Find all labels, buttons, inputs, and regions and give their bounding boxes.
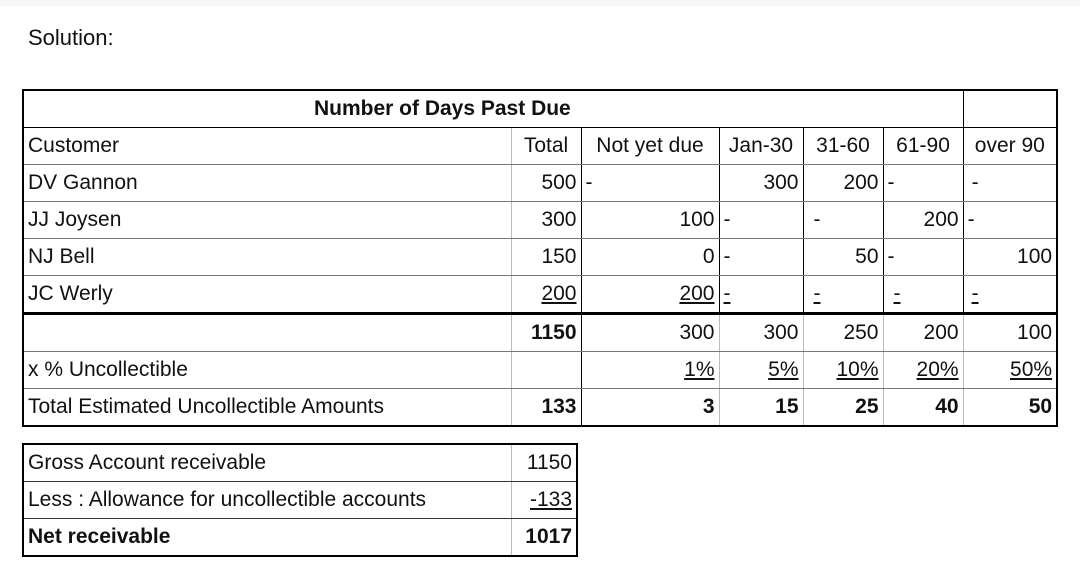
over-90-cell: - xyxy=(963,165,1057,202)
d1-30-cell: - xyxy=(719,276,803,314)
d61-90-total: 200 xyxy=(883,314,963,352)
grand-total-cell: 1150 xyxy=(511,314,581,352)
percentage-label: x % Uncollectible xyxy=(23,352,511,389)
d61-90-cell: - xyxy=(883,239,963,276)
d31-60-total: 250 xyxy=(803,314,883,352)
net-receivable-label: Net receivable xyxy=(23,519,511,557)
table-row xyxy=(23,165,1057,202)
net-receivable-value: 1017 xyxy=(511,519,577,557)
customer-name: DV Gannon xyxy=(23,165,511,202)
table-row xyxy=(23,239,1057,276)
header-customer: Customer xyxy=(23,128,511,165)
aging-table xyxy=(22,89,1058,427)
d1-30-total: 300 xyxy=(719,314,803,352)
summary-row xyxy=(23,519,577,557)
header-1-30: Jan-30 xyxy=(719,128,803,165)
empty-cell xyxy=(963,90,1057,128)
d1-30-pct: 5% xyxy=(719,352,803,389)
customer-name: NJ Bell xyxy=(23,239,511,276)
header-row xyxy=(23,128,1057,165)
customer-name: JC Werly xyxy=(23,276,511,314)
header-total: Total xyxy=(511,128,581,165)
over-90-cell: 100 xyxy=(963,239,1057,276)
d61-90-cell: - xyxy=(883,276,963,314)
not-yet-due-cell: 200 xyxy=(581,276,719,314)
d1-30-estimate: 15 xyxy=(719,389,803,427)
not-yet-due-cell: 0 xyxy=(581,239,719,276)
over-90-cell: - xyxy=(963,276,1057,314)
d31-60-cell: 50 xyxy=(803,239,883,276)
total-cell: 300 xyxy=(511,202,581,239)
over-90-pct: 50% xyxy=(963,352,1057,389)
d61-90-pct: 20% xyxy=(883,352,963,389)
d31-60-cell: 200 xyxy=(803,165,883,202)
summary-row xyxy=(23,444,577,482)
not-yet-due-cell: 100 xyxy=(581,202,719,239)
summary-table xyxy=(22,443,578,557)
percentage-row xyxy=(23,352,1057,389)
estimate-row xyxy=(23,389,1057,427)
d1-30-cell: - xyxy=(719,202,803,239)
d61-90-estimate: 40 xyxy=(883,389,963,427)
d31-60-pct: 10% xyxy=(803,352,883,389)
d1-30-cell: - xyxy=(719,239,803,276)
d31-60-cell: - xyxy=(803,276,883,314)
gross-receivable-value: 1150 xyxy=(511,444,577,482)
estimate-total: 133 xyxy=(511,389,581,427)
table-row xyxy=(23,202,1057,239)
aging-title-row xyxy=(23,90,1057,128)
not-yet-due-pct: 1% xyxy=(581,352,719,389)
empty-cell xyxy=(23,314,511,352)
d31-60-cell: - xyxy=(803,202,883,239)
over-90-total: 100 xyxy=(963,314,1057,352)
total-cell: 200 xyxy=(511,276,581,314)
header-over-90: over 90 xyxy=(963,128,1057,165)
solution-heading: Solution: xyxy=(28,25,114,50)
over-90-estimate: 50 xyxy=(963,389,1057,427)
total-cell: 150 xyxy=(511,239,581,276)
top-bar xyxy=(0,0,1080,6)
not-yet-due-cell: - xyxy=(581,165,719,202)
d61-90-cell: 200 xyxy=(883,202,963,239)
allowance-label: Less : Allowance for uncollectible accounts xyxy=(23,482,511,519)
gross-receivable-label: Gross Account receivable xyxy=(23,444,511,482)
not-yet-due-estimate: 3 xyxy=(581,389,719,427)
header-31-60: 31-60 xyxy=(803,128,883,165)
total-cell: 500 xyxy=(511,165,581,202)
header-61-90: 61-90 xyxy=(883,128,963,165)
d31-60-estimate: 25 xyxy=(803,389,883,427)
d1-30-cell: 300 xyxy=(719,165,803,202)
not-yet-due-total: 300 xyxy=(581,314,719,352)
over-90-cell: - xyxy=(963,202,1057,239)
d61-90-cell: - xyxy=(883,165,963,202)
summary-row xyxy=(23,482,577,519)
table-row xyxy=(23,276,1057,314)
estimate-label: Total Estimated Uncollectible Amounts xyxy=(23,389,511,427)
header-not-yet-due: Not yet due xyxy=(581,128,719,165)
customer-name: JJ Joysen xyxy=(23,202,511,239)
allowance-value: -133 xyxy=(511,482,577,519)
aging-table-title: Number of Days Past Due xyxy=(23,90,963,128)
totals-row xyxy=(23,314,1057,352)
empty-cell xyxy=(511,352,581,389)
